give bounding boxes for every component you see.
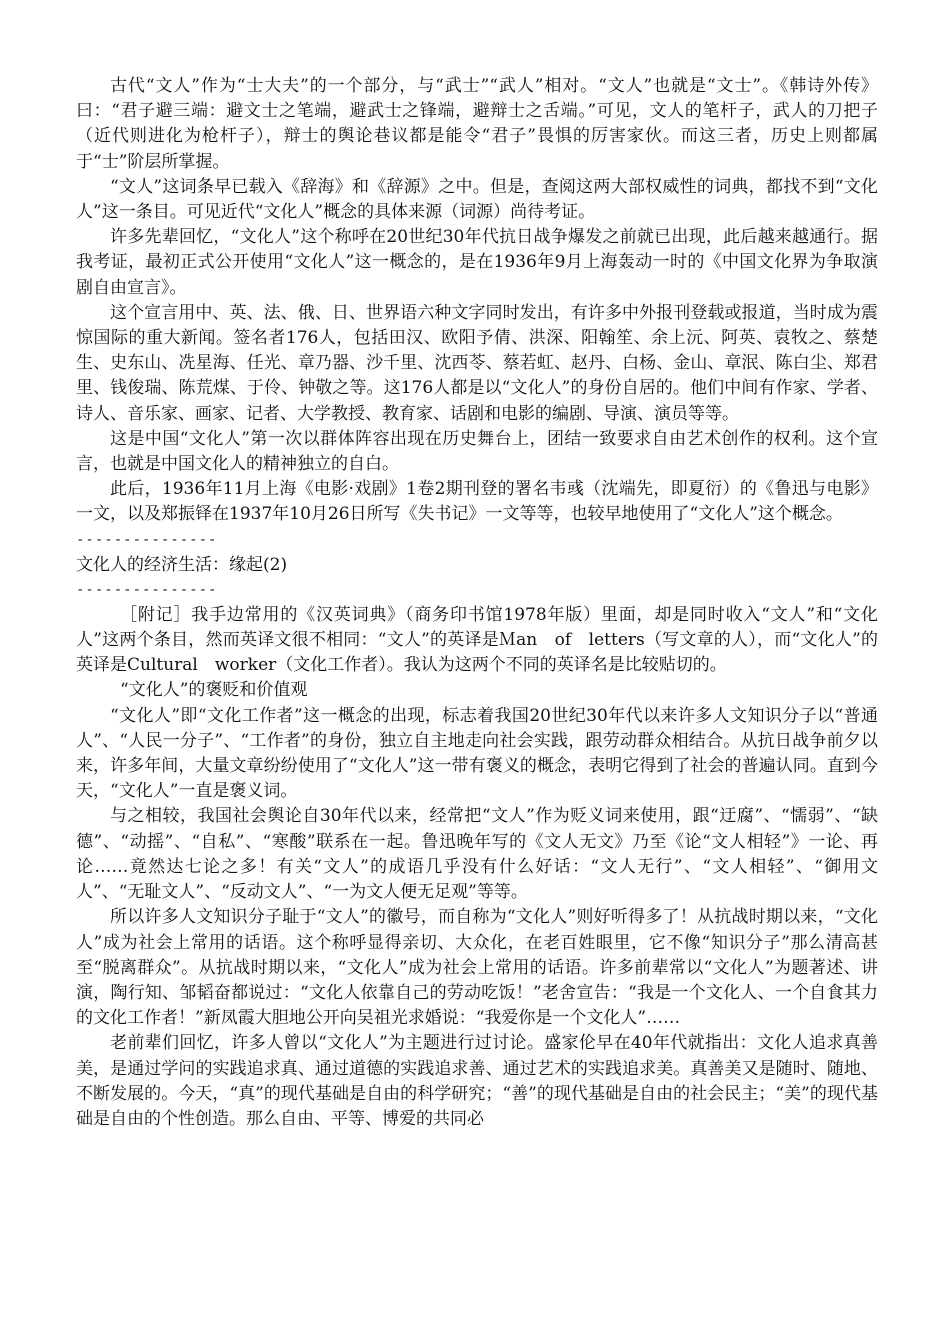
- paragraph: 这个宣言用中、英、法、俄、日、世界语六种文字同时发出，有许多中外报刊登载或报道，当时成为震惊国际的重大新闻。签名者176人，包括田汉、欧阳予倩、洪深、阳翰笙、余上沅、阿英、袁牧之、蔡楚生、史东山、冼星海、任光、章乃器、沙千里、沈西苓、蔡若虹、赵丹、白杨、金山、章泯、陈白尘、郑君里、钱俊瑞、陈荒煤、于伶、钟敬之等。这176人都是以“文化人”的身份自居的。他们中间有作家、学者、诗人、音乐家、画家、记者、大学教授、教育家、话剧和电影的编剧、导演、演员等等。: [76, 302, 878, 424]
- paragraph: 许多先辈回忆，“文化人”这个称呼在20世纪30年代抗日战争爆发之前就已出现，此后越来越通行。据我考证，最初正式公开使用“文化人”这一概念的，是在1936年9月上海轰动一时的《中国文化界为争取演剧自由宣言》。: [76, 227, 878, 298]
- paragraph: “文人”这词条早已载入《辞海》和《辞源》之中。但是，查阅这两大部权威性的词典，都找不到“文化人”这一条目。可见近代“文化人”概念的具体来源（词源）尚待考证。: [76, 176, 878, 223]
- separator-line: ---------------: [76, 531, 218, 548]
- paragraph: 这是中国“文化人”第一次以群体阵容出现在历史舞台上，团结一致要求自由艺术创作的权利。这个宣言，也就是中国文化人的精神独立的自白。: [76, 428, 878, 475]
- paragraph: 老前辈们回忆，许多人曾以“文化人”为主题进行过讨论。盛家伦早在40年代就指出：文化人追求真善美，是通过学问的实践追求真、通过道德的实践追求善、通过艺术的实践追求美。真善美又是随时、随地、不断发展的。今天，“真”的现代基础是自由的科学研究；“善”的现代基础是自由的社会民主；“美”的现代基础是自由的个性创造。那么自由、平等、博爱的共同必: [76, 1033, 878, 1129]
- section-title: 文化人的经济生活：缘起(2): [76, 554, 288, 575]
- paragraph: 与之相较，我国社会舆论自30年代以来，经常把“文人”作为贬义词来使用，跟“迂腐”、“懦弱”、“缺德”、“动摇”、“自私”、“寒酸”联系在一起。鲁迅晚年写的《文人无文》乃至《论“文人相轻”》一论、再论……竟然达七论之多！有关“文人”的成语几乎没有什么好话：“文人无行”、“文人相轻”、“御用文人”、“无耻文人”、“反动文人”、“一为文人便无足观”等等。: [76, 806, 878, 903]
- paragraph: 古代“文人”作为“士大夫”的一个部分，与“武士”“武人”相对。“文人”也就是“文士”。《韩诗外传》曰：“君子避三端：避文士之笔端，避武士之锋端，避辩士之舌端。”可见，文人的笔杆子，武人的刀把子（近代则进化为枪杆子），辩士的舆论巷议都是能令“君子”畏惧的厉害家伙。而这三者，历史上则都属于“士”阶层所掌握。: [76, 76, 878, 172]
- separator-line: ---------------: [76, 581, 218, 598]
- paragraph: “文化人”即“文化工作者”这一概念的出现，标志着我国20世纪30年代以来许多人文知识分子以“普通人”、“人民一分子”、“工作者”的身份，独立自主地走向社会实践，跟劳动群众相结合。从抗日战争前夕以来，许多年间，大量文章纷纷使用了“文化人”这一带有褒义的概念，表明它得到了社会的普遍认同。直到今天，“文化人”一直是褒义词。: [76, 705, 878, 802]
- paragraph: 所以许多人文知识分子耻于“文人”的徽号，而自称为“文化人”则好听得多了！从抗战时期以来，“文化人”成为社会上常用的话语。这个称呼显得亲切、大众化，在老百姓眼里，它不像“知识分子”那么清高甚至“脱离群众”。从抗战时期以来，“文化人”成为社会上常用的话语。许多前辈常以“文化人”为题著述、讲演，陶行知、邹韬奋都说过：“文化人依靠自己的劳动吃饭！”老舍宣告：“我是一个文化人、一个自食其力的文化工作者！”新凤霞大胆地公开向吴祖光求婚说：“我爱你是一个文化人”……: [76, 907, 878, 1029]
- paragraph: 此后，1936年11月上海《电影·戏剧》1卷2期刊登的署名韦彧（沈端先，即夏衍）的《鲁迅与电影》一文，以及郑振铎在1937年10月26日所写《失书记》一文等等，也较早地使用了“文化人”这个概念。: [76, 479, 878, 525]
- note-paragraph: ［附记］我手边常用的《汉英词典》（商务印书馆1978年版）里面，却是同时收入“文人”和“文化人”这两个条目，然而英译文很不相同：“文人”的英译是Ｍan of letters（写文章的人），而“文化人”的英译是Cultural worker（文化工作者）。我认为这两个不同的英译名是比较贴切的。: [76, 604, 878, 676]
- subheading: “文化人”的褒贬和价值观: [120, 680, 308, 701]
